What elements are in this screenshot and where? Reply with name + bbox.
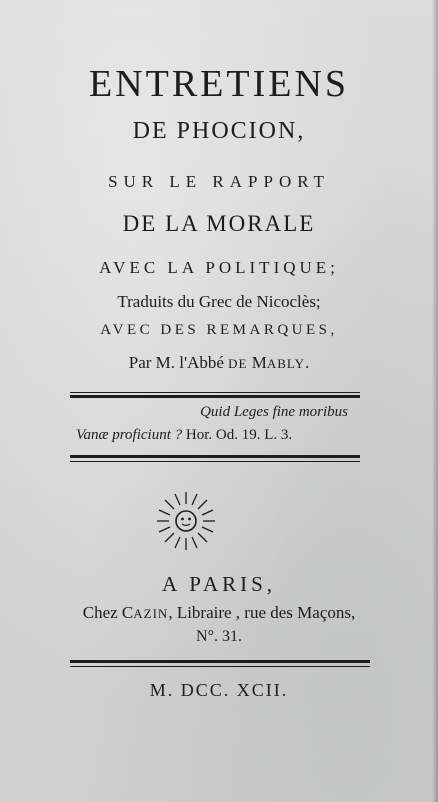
title-line-rapport: SUR LE RAPPORT (108, 172, 330, 191)
title-line-morale: DE LA MORALE (122, 211, 316, 236)
imprint-publisher (0, 603, 438, 623)
epigraph-reference: Hor. Od. 19. L. 3. (182, 427, 293, 443)
author-m: M (251, 353, 267, 372)
epigraph-italic: Vanæ proficiunt ? (76, 427, 183, 443)
publisher-prefix: Chez C (82, 603, 134, 622)
rule-top (70, 395, 360, 398)
author-de: DE (228, 356, 252, 371)
double-rule (70, 660, 370, 663)
author-end: . (304, 353, 310, 372)
publisher-suffix: , Libraire , rue des Maçons, (168, 603, 356, 622)
author-prefix: Par M. l'Abbé (128, 353, 229, 372)
rule-bottom (70, 455, 360, 458)
title-line-traduits: Traduits du Grec de Nicoclès; (117, 292, 321, 311)
title-line-phocion: DE PHOCION, (132, 118, 306, 144)
title-line-remarques: AVEC DES REMARQUES, (100, 322, 338, 338)
imprint-number: N°. 31. (196, 628, 242, 645)
author-rest: ABLY (266, 356, 305, 371)
imprint-city: A PARIS, (161, 572, 277, 596)
publisher-name-rest: AZIN (133, 606, 169, 621)
epigraph-line-2 (76, 427, 292, 444)
sun-face-ornament-icon (155, 490, 217, 552)
publication-date: M. DCC. XCII. (149, 680, 289, 700)
title-line-politique: AVEC LA POLITIQUE; (99, 258, 339, 277)
author-line (0, 353, 438, 373)
epigraph-line-1: Quid Leges fine moribus (200, 404, 348, 420)
title-line-entretiens: ENTRETIENS (88, 63, 350, 105)
